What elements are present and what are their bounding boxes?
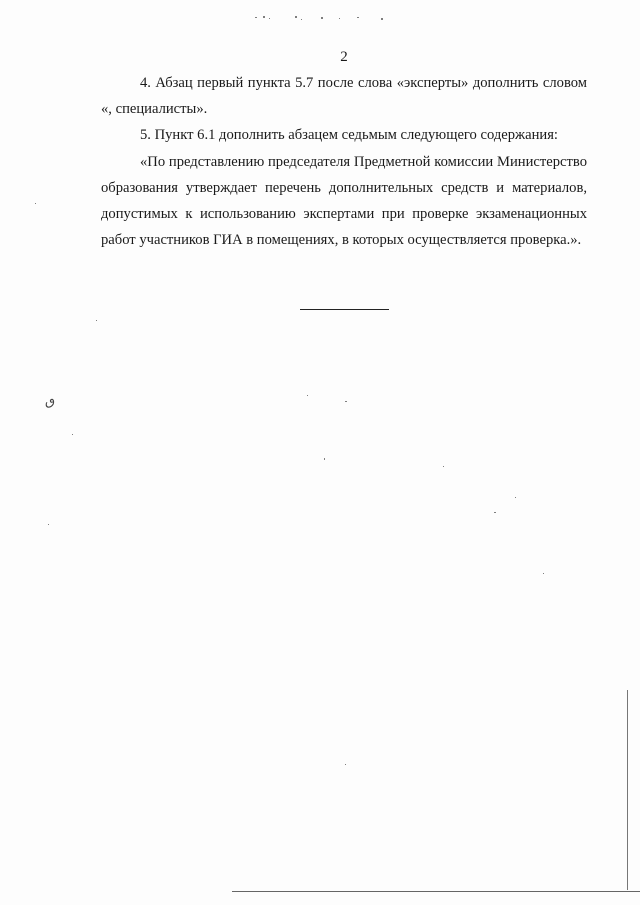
scan-speck — [48, 524, 49, 525]
document-body — [101, 70, 587, 253]
scan-speck — [96, 320, 97, 321]
scan-edge-bottom — [232, 891, 640, 892]
scan-edge-right — [627, 690, 628, 890]
paragraph-item-4: 4. Абзац первый пункта 5.7 после слова «эксперты» дополнить словом «, специалисты». — [101, 75, 587, 118]
scan-speck — [307, 395, 308, 396]
scan-speck — [443, 466, 444, 467]
scan-speck — [324, 458, 325, 460]
scan-speck — [72, 434, 73, 435]
scan-speck — [35, 203, 36, 204]
end-divider — [300, 309, 389, 310]
scan-speck — [494, 512, 496, 513]
scan-speck — [345, 764, 346, 765]
scan-speck — [345, 401, 347, 402]
paragraph-item-5: 5. Пункт 6.1 дополнить абзацем седьмым следующего содержания: — [140, 127, 558, 144]
scan-speck — [515, 497, 516, 498]
scan-noise — [255, 14, 385, 22]
scan-speck — [543, 573, 544, 574]
margin-mark: ٯ — [45, 394, 56, 409]
paragraph-quote: «По представлению председателя Предметной комиссии Министерство образования утверждает перечень дополнительных средств и материалов, допустимых к использованию экспертами при проверке экзаменационных работ участников ГИА в помещениях, в которых осуществляется проверка.». — [101, 153, 587, 249]
page-number: 2 — [340, 49, 348, 65]
